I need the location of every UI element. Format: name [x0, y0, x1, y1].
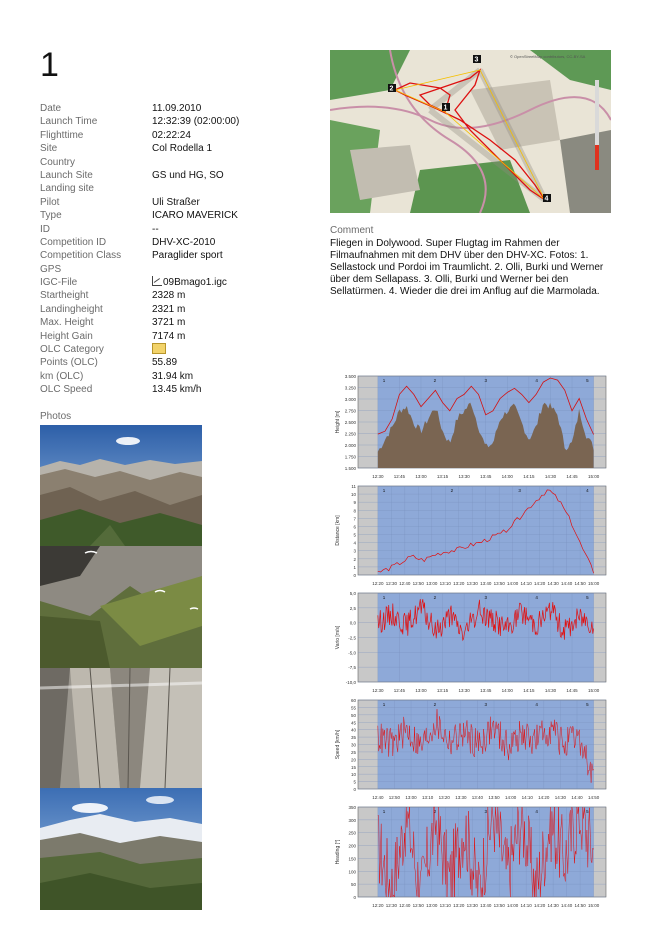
detail-row — [40, 289, 330, 302]
y-tick-label: 15 — [350, 764, 356, 770]
x-tick-label: 13:20 — [453, 903, 465, 908]
y-tick-label: 0,0 — [349, 620, 356, 626]
x-tick-label: 14:45 — [566, 688, 578, 693]
detail-value-text: Uli Straßer — [152, 196, 200, 208]
x-tick-label: 14:50 — [574, 903, 586, 908]
y-tick-label: 1 — [353, 564, 356, 570]
y-tick-label: 0 — [353, 895, 356, 900]
y-axis-label: Distance [km] — [335, 515, 341, 546]
waypoint-marker: 4 — [535, 702, 538, 707]
y-tick-label: 11 — [351, 484, 356, 489]
y-tick-label: 2.500 — [344, 420, 356, 425]
detail-value — [152, 142, 212, 155]
x-tick-label: 15:00 — [587, 474, 600, 479]
detail-value-text: -- — [152, 223, 159, 235]
x-tick-label: 13:40 — [471, 795, 484, 800]
detail-row — [40, 196, 330, 209]
x-tick-label: 12:50 — [412, 581, 424, 586]
y-tick-label: 60 — [350, 698, 356, 703]
y-tick-label: 30 — [350, 742, 356, 748]
detail-value-text: Paraglider sport — [152, 250, 223, 262]
olc-category-icon — [152, 343, 166, 354]
x-tick-label: 15:00 — [587, 581, 600, 586]
detail-row — [40, 276, 330, 289]
detail-row — [40, 142, 330, 155]
y-tick-label: 35 — [350, 735, 356, 741]
detail-value-text: 02:22:24 — [152, 129, 191, 141]
detail-value-text: 3721 m — [152, 317, 186, 329]
detail-value-text: ICARO MAVERICK — [152, 210, 238, 222]
flight-number: 1 — [40, 46, 59, 84]
x-tick-label: 13:10 — [439, 903, 451, 908]
post-flight-band — [594, 807, 606, 897]
height-chart — [330, 372, 610, 482]
photo-2[interactable] — [40, 546, 202, 668]
x-tick-label: 13:45 — [480, 688, 492, 693]
detail-row — [40, 249, 330, 262]
y-tick-label: 6 — [353, 524, 356, 530]
waypoint-marker: 2 — [433, 809, 437, 814]
x-tick-label: 14:10 — [520, 581, 532, 586]
detail-label: Max. Height — [40, 317, 94, 329]
y-tick-label: 10 — [350, 492, 356, 498]
detail-value-text: 09Bmago1.igc — [163, 277, 227, 289]
detail-value — [152, 330, 185, 343]
waypoint-marker: 1 — [382, 702, 386, 707]
detail-row — [40, 223, 330, 236]
detail-value-text: 2321 m — [152, 303, 186, 315]
detail-value — [152, 249, 223, 262]
waypoint-marker: 2 — [433, 378, 437, 383]
detail-value — [152, 303, 185, 316]
x-tick-label: 13:00 — [415, 474, 427, 479]
x-tick-label: 14:10 — [520, 903, 532, 908]
svg-text:3: 3 — [474, 56, 479, 64]
detail-label: Type — [40, 210, 62, 222]
pre-flight-band — [358, 807, 378, 897]
file-icon — [152, 276, 162, 286]
y-tick-label: 3.250 — [344, 385, 356, 391]
x-tick-label: 12:30 — [372, 688, 384, 693]
detail-label: Competition Class — [40, 250, 122, 262]
waypoint-marker: 4 — [535, 595, 538, 600]
detail-row — [40, 102, 330, 115]
y-tick-label: 2.750 — [344, 408, 356, 414]
y-tick-label: 4 — [353, 540, 356, 546]
y-tick-label: 3 — [353, 548, 356, 554]
y-tick-label: 5 — [353, 532, 356, 538]
detail-label: Date — [40, 103, 62, 114]
waypoint-marker: 3 — [484, 702, 487, 707]
y-tick-label: 150 — [348, 856, 356, 862]
svg-text:4: 4 — [544, 195, 549, 203]
x-tick-label: 12:40 — [399, 581, 411, 586]
x-tick-label: 13:00 — [405, 795, 417, 800]
detail-value — [152, 383, 201, 396]
x-tick-label: 14:50 — [574, 581, 586, 586]
y-tick-label: 40 — [350, 727, 356, 733]
detail-label: ID — [40, 223, 50, 235]
waypoint-marker: 3 — [484, 595, 487, 600]
y-axis-label: Vario [m/s] — [335, 625, 341, 650]
detail-value-text: GS und HG, SO — [152, 169, 224, 181]
detail-value — [152, 169, 224, 182]
y-tick-label: 250 — [348, 830, 356, 836]
photo-3[interactable] — [40, 668, 202, 788]
y-tick-label: 25 — [350, 749, 356, 755]
waypoint-marker: 3 — [484, 809, 487, 814]
waypoint-marker: 5 — [586, 378, 589, 383]
detail-label: Competition ID — [40, 236, 107, 248]
detail-label: Height Gain — [40, 330, 93, 342]
x-tick-label: 14:10 — [521, 795, 533, 800]
waypoint-marker: 1 — [382, 488, 386, 493]
y-tick-label: 8 — [353, 508, 356, 514]
waypoint-marker: 4 — [535, 809, 538, 814]
detail-label: Startheight — [40, 290, 89, 302]
x-tick-label: 14:30 — [544, 474, 557, 479]
y-tick-label: -7,5 — [348, 665, 356, 671]
x-tick-label: 13:00 — [426, 903, 438, 908]
x-tick-label: 13:50 — [493, 903, 505, 908]
detail-value-text: 13.45 km/h — [152, 384, 202, 396]
x-tick-label: 13:30 — [466, 581, 478, 586]
waypoint-marker: 4 — [586, 488, 589, 493]
detail-row — [40, 209, 330, 222]
y-tick-label: 3.500 — [344, 374, 356, 379]
x-tick-label: 13:30 — [458, 688, 470, 693]
x-tick-label: 13:15 — [436, 688, 449, 693]
detail-row — [40, 115, 330, 128]
detail-label: IGC-File — [40, 277, 78, 289]
detail-value-text: 31.94 km — [152, 370, 194, 382]
detail-row — [40, 316, 330, 329]
x-tick-label: 12:50 — [388, 795, 401, 800]
photo-1[interactable] — [40, 425, 202, 546]
detail-value — [152, 356, 177, 369]
x-tick-label: 14:30 — [554, 795, 567, 800]
detail-row — [40, 236, 330, 249]
y-tick-label: 20 — [350, 757, 356, 763]
x-tick-label: 13:40 — [480, 903, 492, 908]
y-tick-label: 0 — [353, 787, 356, 792]
detail-row — [40, 156, 330, 169]
detail-value — [152, 102, 201, 115]
x-tick-label: 12:30 — [385, 581, 397, 586]
x-tick-label: 12:40 — [399, 903, 411, 908]
comment-label: Comment — [330, 225, 374, 236]
waypoint-marker: 1 — [382, 595, 386, 600]
x-tick-label: 14:40 — [571, 795, 583, 800]
x-tick-label: 14:30 — [544, 688, 557, 693]
y-axis-label: Speed [km/h] — [335, 729, 341, 760]
detail-value — [152, 223, 159, 236]
svg-text:© OpenStreetMap contributors,: © OpenStreetMap contributors, CC-BY-SA — [510, 54, 586, 59]
detail-label: OLC Category — [40, 344, 104, 356]
detail-label: Country — [40, 156, 76, 168]
x-tick-label: 12:40 — [372, 795, 384, 800]
x-tick-label: 14:30 — [547, 903, 559, 908]
x-tick-label: 14:50 — [587, 795, 600, 800]
speed-chart — [330, 696, 610, 803]
y-tick-label: -2,5 — [348, 635, 356, 641]
detail-value — [152, 196, 200, 209]
detail-value — [152, 129, 191, 142]
y-tick-label: 5,0 — [349, 591, 356, 596]
waypoint-marker: 2 — [433, 595, 437, 600]
y-tick-label: 55 — [350, 705, 356, 711]
y-tick-label: 45 — [350, 720, 356, 726]
detail-value — [152, 289, 185, 302]
x-tick-label: 12:30 — [385, 903, 397, 908]
x-tick-label: 13:30 — [455, 795, 467, 800]
y-tick-label: 2 — [353, 556, 356, 562]
x-tick-label: 13:45 — [480, 474, 492, 479]
detail-row — [40, 169, 330, 182]
plot-area — [358, 486, 606, 575]
detail-label: Launch Time — [40, 116, 98, 128]
detail-value — [152, 209, 238, 222]
x-tick-label: 12:30 — [372, 474, 384, 479]
x-tick-label: 14:45 — [566, 474, 578, 479]
waypoint-marker: 1 — [382, 378, 386, 383]
y-tick-label: 2,5 — [349, 605, 356, 611]
x-tick-label: 14:40 — [560, 581, 573, 586]
detail-row — [40, 303, 330, 316]
detail-value-text: Col Rodella 1 — [152, 143, 213, 155]
y-tick-label: 300 — [348, 817, 356, 823]
detail-label: Pilot — [40, 196, 60, 208]
waypoint-marker: 3 — [518, 488, 521, 493]
photos-label: Photos — [40, 411, 72, 422]
x-tick-label: 14:20 — [538, 795, 550, 800]
detail-value-text: 7174 m — [152, 330, 186, 342]
detail-value-text: 11.09.2010 — [152, 103, 202, 114]
y-tick-label: 3.000 — [344, 397, 356, 402]
x-tick-label: 14:15 — [523, 474, 535, 479]
x-tick-label: 13:50 — [493, 581, 505, 586]
x-tick-label: 13:30 — [466, 903, 478, 908]
flight-details — [40, 102, 330, 397]
x-tick-label: 14:00 — [507, 903, 519, 908]
detail-row — [40, 330, 330, 343]
pre-flight-band — [358, 486, 378, 575]
x-tick-label: 14:20 — [534, 903, 546, 908]
x-tick-label: 13:10 — [439, 581, 451, 586]
detail-value-text: 2328 m — [152, 290, 186, 302]
y-tick-label: 1.500 — [344, 466, 356, 471]
detail-value — [152, 370, 193, 383]
detail-label: Flighttime — [40, 129, 84, 141]
y-tick-label: 1.750 — [344, 454, 356, 460]
x-tick-label: 13:00 — [426, 581, 438, 586]
post-flight-band — [594, 486, 606, 575]
photo-4[interactable] — [40, 788, 202, 910]
detail-row — [40, 356, 330, 369]
x-tick-label: 13:30 — [458, 474, 470, 479]
x-tick-label: 14:40 — [560, 903, 573, 908]
vario-chart — [330, 589, 610, 696]
x-tick-label: 13:40 — [480, 581, 492, 586]
detail-row — [40, 343, 330, 356]
detail-label: Landing site — [40, 183, 94, 195]
y-tick-label: -10,0 — [345, 680, 356, 685]
x-tick-label: 13:20 — [438, 795, 450, 800]
y-tick-label: 350 — [348, 805, 356, 810]
y-tick-label: 50 — [350, 712, 356, 718]
detail-label: Landingheight — [40, 303, 103, 315]
y-tick-label: 100 — [348, 869, 356, 875]
y-tick-label: 2.250 — [344, 431, 356, 437]
detail-row — [40, 129, 330, 142]
detail-label: Points (OLC) — [40, 357, 98, 369]
detail-row — [40, 370, 330, 383]
y-tick-label: 10 — [350, 772, 356, 778]
y-tick-label: 7 — [353, 516, 356, 522]
waypoint-marker: 2 — [450, 488, 454, 493]
detail-value — [152, 115, 239, 128]
detail-value-text: DHV-XC-2010 — [152, 236, 216, 248]
detail-value-text: 55.89 — [152, 357, 178, 369]
x-tick-label: 12:20 — [372, 581, 384, 586]
detail-value — [152, 343, 166, 356]
x-tick-label: 14:00 — [501, 474, 513, 479]
y-tick-label: 5 — [353, 779, 356, 785]
detail-value[interactable] — [152, 276, 227, 289]
x-tick-label: 14:20 — [534, 581, 546, 586]
y-tick-label: 200 — [348, 843, 356, 849]
y-axis-label: Height [m] — [335, 410, 341, 434]
detail-row — [40, 263, 330, 276]
waypoint-marker: 3 — [484, 378, 487, 383]
y-tick-label: 0 — [353, 573, 356, 578]
x-tick-label: 13:20 — [453, 581, 465, 586]
x-tick-label: 14:00 — [501, 688, 513, 693]
comment-text: Fliegen in Dolywood. Super Flugtag im Rahmen der Filmaufnahmen mit dem DHV über den DHV-XC. Fotos: 1. Sellastock und Pordoi im Traumlicht. 2. Olli, Burki und Werner über dem Sellapass. 3. Olli, Burki und Werner bei den Sellatürmen. 4. Wieder die drei im Anflug auf die Marmolada. — [330, 238, 604, 297]
svg-text:1: 1 — [443, 104, 448, 112]
waypoint-marker: 2 — [433, 702, 437, 707]
detail-value-text: 12:32:39 (02:00:00) — [152, 116, 240, 128]
detail-label: Launch Site — [40, 169, 93, 181]
detail-value — [152, 316, 185, 329]
distance-chart — [330, 482, 610, 589]
heading-chart — [330, 803, 610, 911]
waypoint-marker: 4 — [535, 378, 538, 383]
x-tick-label: 15:00 — [587, 688, 600, 693]
detail-label: GPS — [40, 263, 62, 275]
x-tick-label: 12:20 — [372, 903, 384, 908]
x-tick-label: 14:30 — [547, 581, 559, 586]
y-tick-label: 9 — [353, 500, 356, 506]
detail-row — [40, 383, 330, 396]
x-tick-label: 14:15 — [523, 688, 535, 693]
x-tick-label: 12:45 — [393, 688, 406, 693]
y-tick-label: 50 — [350, 882, 356, 888]
x-tick-label: 13:00 — [415, 688, 427, 693]
detail-label: km (OLC) — [40, 370, 84, 382]
detail-value — [152, 236, 215, 249]
x-tick-label: 12:50 — [412, 903, 424, 908]
waypoint-marker: 5 — [586, 595, 589, 600]
x-tick-label: 15:00 — [587, 903, 600, 908]
x-tick-label: 14:00 — [504, 795, 517, 800]
x-tick-label: 13:10 — [421, 795, 434, 800]
x-tick-label: 12:45 — [393, 474, 406, 479]
y-axis-label: Heading [°] — [335, 839, 341, 865]
x-tick-label: 13:15 — [436, 474, 449, 479]
y-tick-label: 2.000 — [344, 443, 356, 448]
detail-row — [40, 182, 330, 195]
waypoint-marker: 5 — [586, 702, 589, 707]
x-tick-label: 13:50 — [488, 795, 500, 800]
flight-track-map[interactable] — [330, 50, 611, 213]
svg-text:2: 2 — [389, 85, 394, 93]
x-tick-label: 14:00 — [507, 581, 519, 586]
detail-label: Site — [40, 143, 58, 155]
waypoint-marker: 1 — [382, 809, 386, 814]
y-tick-label: -5,0 — [348, 650, 356, 656]
detail-label: OLC Speed — [40, 384, 93, 396]
waypoint-marker: 5 — [586, 809, 589, 814]
